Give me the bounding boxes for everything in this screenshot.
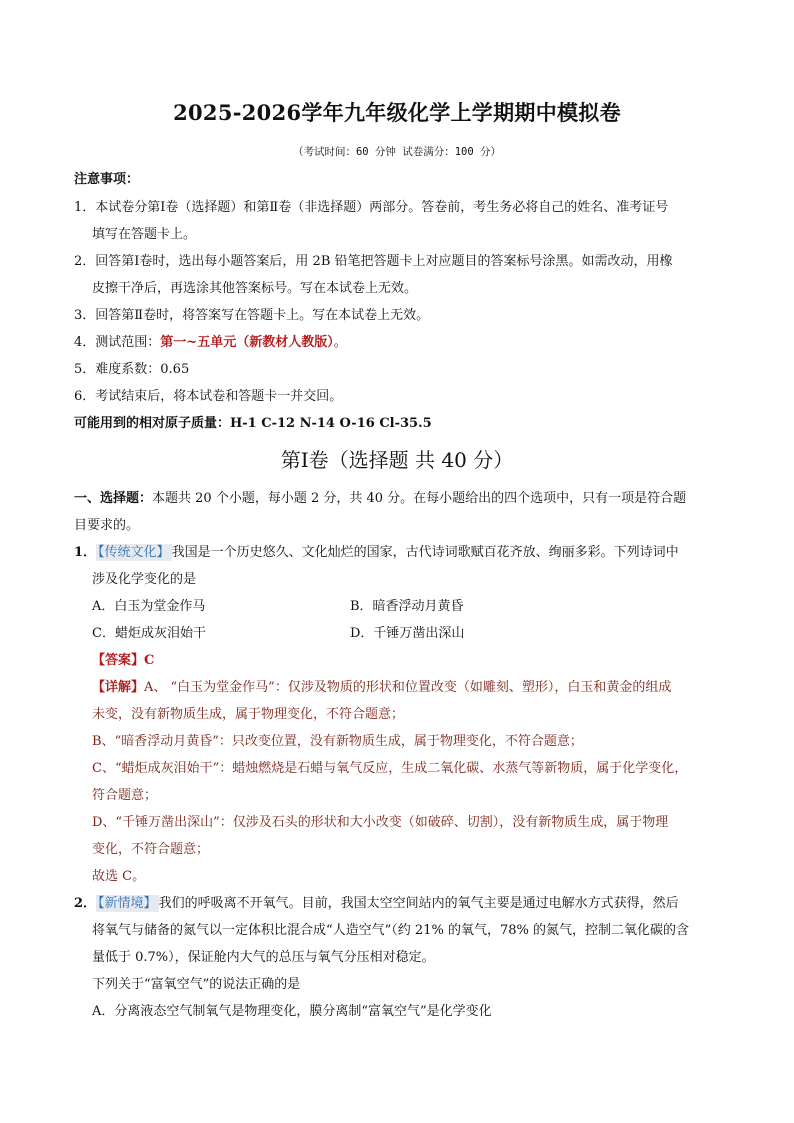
note-suffix: 。 (333, 335, 347, 350)
question-tag: 【传统文化】 (98, 545, 170, 560)
note-number: 6． (74, 389, 96, 404)
detail-label: 【详解】 (92, 680, 145, 695)
atomic-mass-line: 可能用到的相对原子质量：H-1 C-12 N-14 O-16 Cl-35.5 (74, 416, 432, 431)
detail-d-cont: 变化，不符合题意； (92, 842, 210, 857)
question-tag: 【新情境】 (98, 896, 157, 911)
test-scope: 第一~五单元（新教材人教版） (160, 335, 334, 350)
question-1 (74, 546, 679, 559)
question-number: 1． (74, 545, 97, 560)
note-item-2-cont: 皮擦干净后，再选涂其他答案标号。写在本试卷上无效。 (92, 281, 418, 296)
section-intro-label: 一、选择题： (74, 491, 153, 506)
question-stem: 我们的呼吸离不开氧气。目前，我国太空空间站内的氧气主要是通过电解水方式获得，然后 (158, 896, 679, 911)
note-text: 本试卷分第Ⅰ卷（选择题）和第Ⅱ卷（非选择题）两部分。答卷前，考生务必将自己的姓名、准考证号 (95, 200, 669, 215)
note-item-2 (74, 255, 673, 268)
option-b: B．暗香浮动月黄昏 (350, 599, 464, 614)
note-number: 3． (74, 308, 96, 323)
answer-value: C (144, 653, 155, 668)
option-d: D．千锤万凿出深山 (350, 626, 465, 641)
note-text: 难度系数：0.65 (95, 362, 190, 377)
note-number: 1． (74, 200, 96, 215)
note-item-5 (74, 363, 189, 376)
note-item-3 (74, 309, 429, 322)
section-intro-cont: 目要求的。 (74, 518, 140, 533)
answer-label: 【答案】 (92, 653, 145, 668)
note-number: 4． (74, 335, 96, 350)
detail-a (92, 681, 671, 694)
detail-b: B、“暗香浮动月黄昏”：只改变位置，没有新物质生成，属于物理变化，不符合题意； (92, 734, 583, 749)
note-number: 5． (74, 362, 96, 377)
question-1-stem-cont: 涉及化学变化的是 (92, 572, 197, 587)
note-item-1-cont: 填写在答题卡上。 (92, 227, 197, 242)
note-text: 回答第Ⅰ卷时，选出每小题答案后，用 2B 铅笔把答题卡上对应题目的答案标号涂黑。如需改动，用橡 (95, 254, 673, 269)
detail-text: A、 “白玉为堂金作马”：仅涉及物质的形状和位置改变（如雕刻、塑形），白玉和黄金的组成 (144, 680, 672, 695)
note-text: 测试范围： (95, 335, 161, 350)
note-text: 回答第Ⅱ卷时，将答案写在答题卡上。写在本试卷上无效。 (95, 308, 430, 323)
detail-c-cont: 符合题意； (92, 788, 158, 803)
option-a: A．白玉为堂金作马 (92, 599, 206, 614)
question-stem: 我国是一个历史悠久、文化灿烂的国家，古代诗词歌赋百花齐放、绚丽多彩。下列诗词中 (171, 545, 679, 560)
page-title: 2025-2026学年九年级化学上学期期中模拟卷 (173, 100, 621, 125)
note-text: 考试结束后，将本试卷和答题卡一并交回。 (95, 389, 343, 404)
answer-line (92, 654, 154, 667)
section-intro-text: 本题共 20 个小题，每小题 2 分，共 40 分。在每小题给出的四个选项中，只有一项是符合题 (152, 491, 687, 506)
section-title: 第Ⅰ卷（选择题 共 40 分） (280, 448, 514, 472)
question-2-stem-cont: 量低于 0.7%），保证舱内大气的总压与氧气分压相对稳定。 (92, 950, 435, 965)
note-item-4 (74, 336, 347, 349)
notes-heading: 注意事项： (74, 172, 140, 187)
note-number: 2． (74, 254, 96, 269)
question-2-prompt: 下列关于“富氧空气”的说法正确的是 (92, 977, 301, 992)
note-item-6 (74, 390, 342, 403)
question-2 (74, 897, 679, 910)
option-a: A．分离液态空气制氧气是物理变化，膜分离制“富氧空气”是化学变化 (92, 1004, 492, 1019)
detail-d: D、“千锤万凿出深山”：仅涉及石头的形状和大小改变（如破碎、切割），没有新物质生成，属于物理 (92, 815, 669, 830)
question-number: 2． (74, 896, 97, 911)
note-item-1 (74, 201, 668, 214)
option-c: C．蜡炬成灰泪始干 (92, 626, 206, 641)
detail-a-cont: 未变，没有新物质生成，属于物理变化，不符合题意； (92, 707, 405, 722)
conclusion: 故选 C。 (92, 869, 146, 884)
exam-info: （考试时间：60 分钟 试卷满分：100 分） (292, 146, 502, 158)
detail-c: C、“蜡炬成灰泪始干”：蜡烛燃烧是石蜡与氧气反应，生成二氧化碳、水蒸气等新物质，属于化学变化， (92, 761, 688, 776)
section-intro (74, 492, 686, 505)
question-2-stem-cont: 将氧气与储备的氮气以一定体积比混合成“人造空气”（约 21% 的氧气，78% 的氮气，控制二氧化碳的含 (92, 923, 689, 938)
